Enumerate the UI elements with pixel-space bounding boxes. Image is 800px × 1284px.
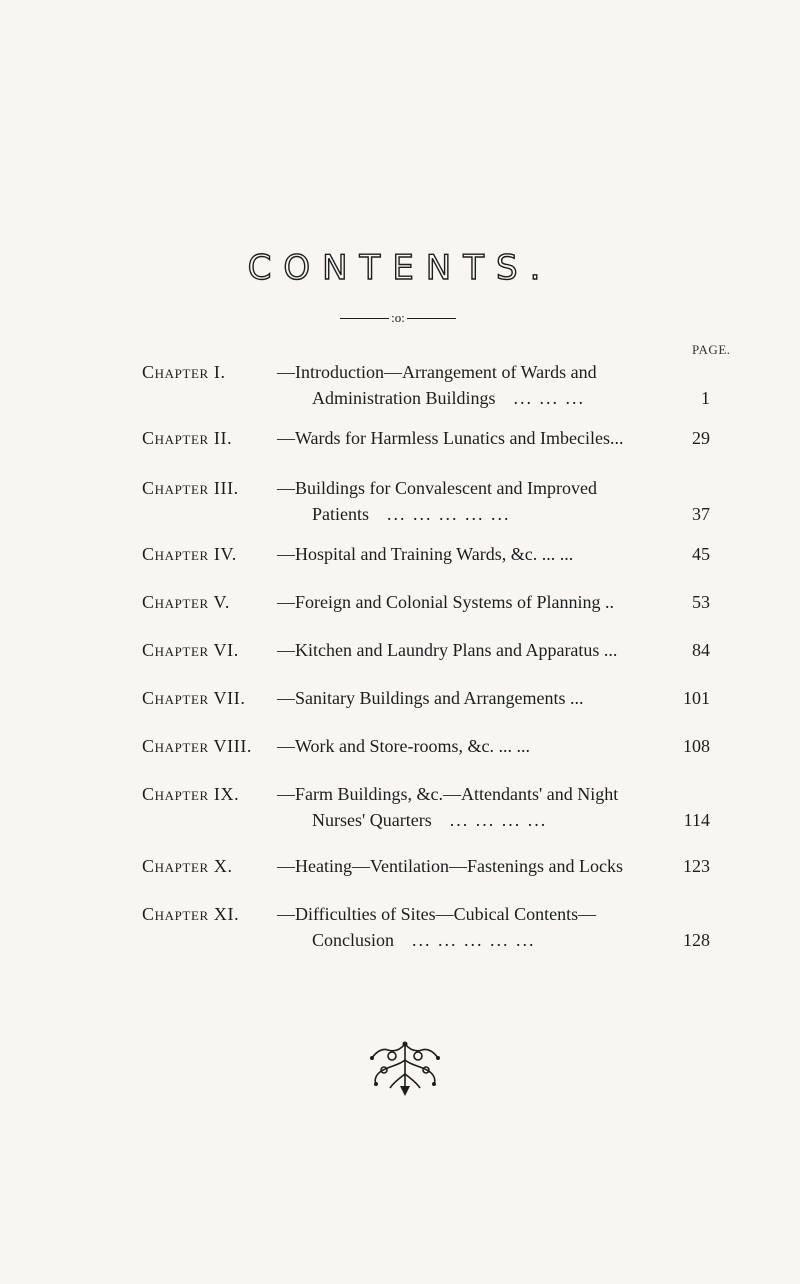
page-column-header: PAGE. [692,342,731,357]
chapter-label: Chapter IX. [142,784,240,804]
page-number: 45 [692,544,710,564]
chapter-label: Chapter VIII. [142,736,253,756]
chapter-title: —Heating—Ventilation—Fastenings and Locks [277,856,623,876]
page-number: 1 [701,388,710,408]
chapter-label: Chapter X. [142,856,233,876]
chapter-title-continued: Administration Buildings ... ... ... [312,388,586,408]
chapter-label: Chapter VI. [142,640,239,660]
page-number: 29 [692,428,710,448]
chapter-label: Chapter II. [142,428,233,448]
page-number: 37 [692,504,710,524]
page-number: 114 [683,810,710,830]
chapter-title: —Sanitary Buildings and Arrangements ... [277,688,584,708]
page-number: 128 [683,930,710,950]
separator-mark: :o: [391,310,405,325]
chapter-title-continued: Patients ... ... ... ... ... [312,504,511,524]
chapter-title-continued: Nurses' Quarters ... ... ... ... [312,810,548,830]
chapter-title: —Work and Store-rooms, &c. ... ... [277,736,531,756]
page-number: 53 [692,592,710,612]
floral-ornament-icon [360,1040,450,1096]
chapter-label: Chapter VII. [142,688,246,708]
chapter-label: Chapter XI. [142,904,240,924]
separator-rule-right [407,318,456,319]
chapter-title: —Buildings for Convalescent and Improved [277,478,597,498]
chapter-title: —Foreign and Colonial Systems of Planning .. [277,592,614,612]
chapter-title-continued: Conclusion ... ... ... ... ... [312,930,536,950]
page-number: 123 [683,856,710,876]
page-number: 84 [692,640,710,660]
chapter-label: Chapter IV. [142,544,237,564]
chapter-title: —Wards for Harmless Lunatics and Imbeciles... [277,428,624,448]
page-number: 108 [683,736,710,756]
chapter-label: Chapter V. [142,592,230,612]
separator-rule-left [340,318,389,319]
chapter-title: —Introduction—Arrangement of Wards and [277,362,597,382]
chapter-title: —Hospital and Training Wards, &c. ... ... [277,544,574,564]
chapter-title: —Farm Buildings, &c.—Attendants' and Night [277,784,619,804]
chapter-title: —Difficulties of Sites—Cubical Contents— [277,904,597,924]
chapter-title: —Kitchen and Laundry Plans and Apparatus ... [277,640,618,660]
title-separator [340,308,456,328]
page-title: CONTENTS. [247,248,553,288]
chapter-label: Chapter III. [142,478,239,498]
page-number: 101 [683,688,710,708]
chapter-label: Chapter I. [142,362,226,382]
